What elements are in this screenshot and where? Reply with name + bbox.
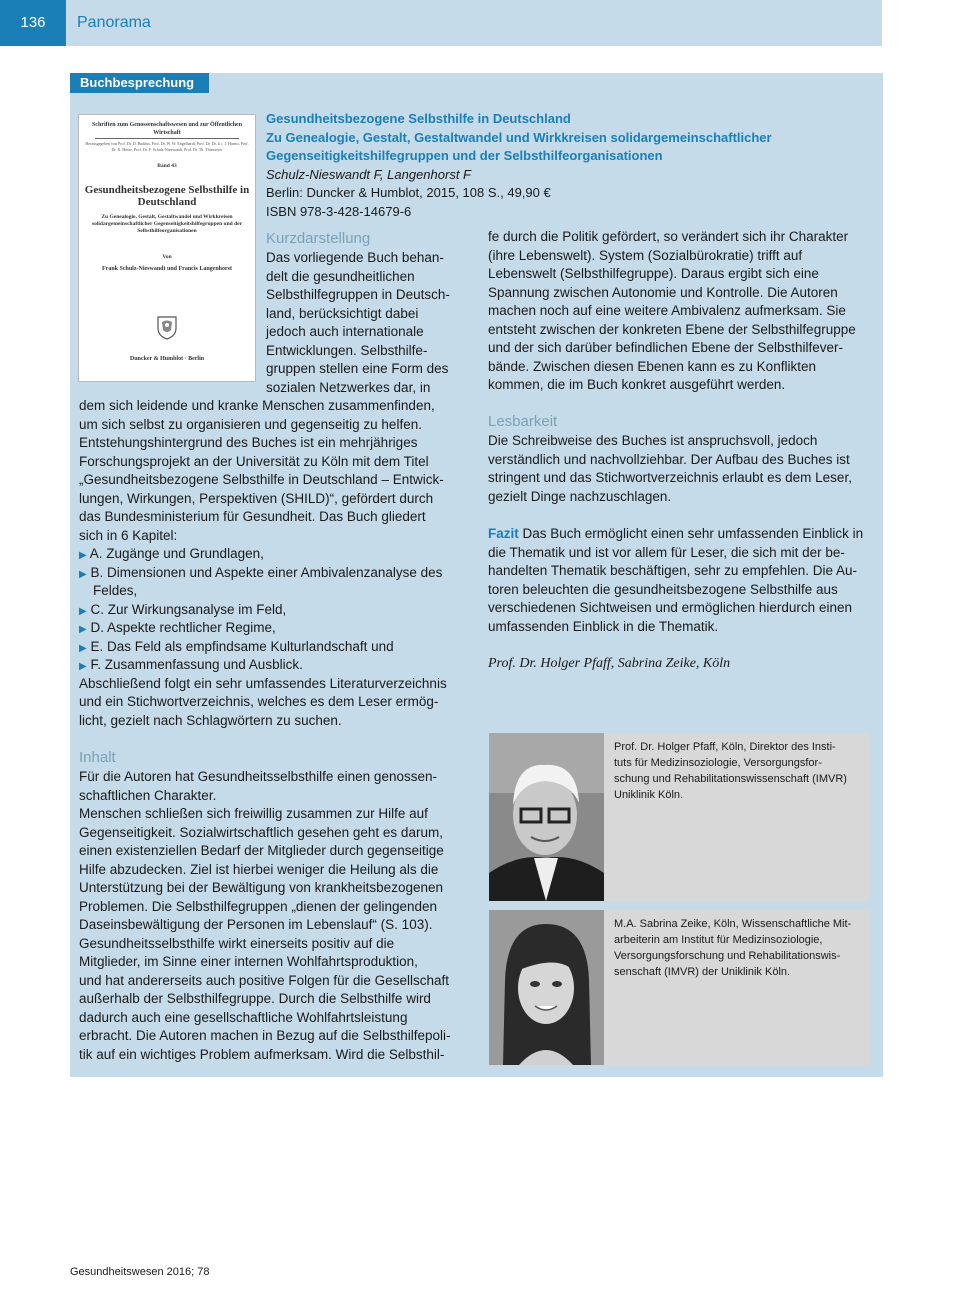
text-line: Abschließend folgt ein sehr umfassendes Literaturverzeichnis	[79, 675, 447, 691]
fazit-first-line	[488, 525, 863, 544]
page-number: 136	[0, 0, 66, 46]
text-line: erbracht. Die Autoren machen in Bezug auf die Selbsthilfepoli-	[79, 1028, 451, 1043]
bullet-triangle-icon: ▶	[79, 624, 87, 635]
chapter-label: B. Dimensionen und Aspekte einer Ambivalenzanalyse des	[90, 564, 443, 580]
text-line: dem sich leidende und kranke Menschen zusammenfinden,	[79, 398, 435, 413]
text-line: entsteht zwischen der konkreten Ebene der Selbsthilfegruppe	[488, 321, 856, 337]
text-line: Das vorliegende Buch behan-	[266, 250, 444, 265]
caption-line: Uniklinik Köln.	[614, 789, 684, 801]
caption-pfaff	[614, 739, 866, 803]
text-line: stringent und das Stichwortverzeichnis erlaubt es dem Leser,	[488, 470, 852, 485]
caption-line: arbeiterin am Institut für Medizinsoziologie,	[614, 934, 823, 946]
text-line: Gegenseitigkeit. Sozialwirtschaftlich gesehen geht es darum,	[79, 824, 443, 840]
text-line: delt die gesundheitlichen	[266, 268, 415, 284]
text-line: Menschen schließen sich freiwillig zusammen zur Hilfe auf	[79, 806, 428, 821]
book-cover	[79, 115, 255, 381]
author-photo-pfaff	[489, 733, 604, 901]
text-line: außerhalb der Selbsthilfegruppe. Durch die Selbsthilfe wird	[79, 991, 431, 1006]
chapter-continuation: Feldes,	[93, 583, 138, 598]
text-line: lungen, Wirkungen, Perspektiven (SHILD)“, gefördert durch	[79, 490, 434, 506]
text-line: um sich selbst zu organisieren und gegenseitig zu helfen.	[79, 416, 422, 432]
text-line: „Gesundheitsbezogene Selbsthilfe in Deutschland – Entwick-	[79, 472, 444, 487]
text-line: die Thematik und ist vor allem für Leser, die sich mit der be-	[488, 544, 845, 560]
bullet-triangle-icon: ▶	[79, 568, 87, 580]
portrait-zeike-image	[489, 910, 604, 1065]
cover-rule	[95, 138, 239, 139]
chapter-label: A. Zugänge und Grundlagen,	[89, 546, 264, 561]
journal-footer: Gesundheitswesen 2016; 78	[70, 1266, 210, 1278]
text-line: toren beleuchten die gesundheitsbezogene Selbsthilfe aus	[488, 581, 838, 597]
chapter-item	[79, 656, 303, 677]
text-line: Die Schreibweise des Buches ist anspruchsvoll, jedoch	[488, 433, 818, 448]
heading-lesbarkeit: Lesbarkeit	[488, 413, 558, 430]
caption-line: Versorgungsforschung und Rehabilitationswis-	[614, 950, 841, 962]
portrait-pfaff-image	[489, 733, 604, 901]
cover-band: Band 43	[157, 163, 177, 169]
bullet-triangle-icon: ▶	[79, 605, 87, 617]
text-line: das Bundesministerium für Gesundheit. Das Buch gliedert	[79, 509, 426, 524]
book-publisher: Berlin: Duncker & Humblot, 2015, 108 S., 49,90 €	[266, 185, 551, 200]
text-line: sich in 6 Kapitel:	[79, 527, 178, 543]
text-line: kommen, die im Buch konkret ausgeführt werden.	[488, 377, 786, 392]
text-line: gruppen stellen eine Form des	[266, 361, 449, 376]
text-line: sozialen Netzwerkes dar, in	[266, 379, 431, 395]
chapter-item	[79, 601, 286, 622]
heading-kurzdarstellung: Kurzdarstellung	[266, 230, 371, 247]
chapter-label: F. Zusammenfassung und Ausblick.	[90, 657, 303, 672]
chapter-item	[79, 545, 264, 566]
text-line: Unterstützung bei der Bewältigung von krankheitsbezogenen	[79, 880, 443, 895]
text-line: land, berücksichtigt dabei	[266, 305, 419, 321]
text-line: dadurch auch eine gesellschaftliche Wohlfahrtsleistung	[79, 1009, 408, 1025]
text-line: (ihre Lebenswelt). System (Sozialbürokratie) trifft auf	[488, 247, 803, 263]
fazit-text: Das Buch ermöglicht einen sehr umfassenden Einblick in	[518, 526, 864, 541]
caption-line: senschaft (IMVR) der Uniklinik Köln.	[614, 966, 791, 978]
text-line: und hat andererseits auch positive Folgen für die Gesellschaft	[79, 972, 449, 988]
review-tag: Buchbesprechung	[70, 73, 209, 93]
book-authors: Schulz-Nieswandt F, Langenhorst F	[266, 166, 471, 182]
text-line: Entstehungshintergrund des Buches ist ein mehrjähriges	[79, 435, 418, 450]
page-header	[0, 0, 882, 46]
bullet-triangle-icon: ▶	[79, 642, 87, 654]
cover-series: Schriften zum Genossenschaftswesen und zur Öffentlichen Wirtschaft	[91, 122, 243, 136]
chapter-label: C. Zur Wirkungsanalyse im Feld,	[90, 601, 287, 617]
cover-subtitle: Zu Genealogie, Gestalt, Gestaltwandel und Wirkkreisen solidargemeinschaftlicher Gegenseitigkeitshilfegruppen und der Selbsthilfeorganisationen	[91, 214, 243, 234]
text-line: schaftlichen Charakter.	[79, 787, 217, 803]
text-line: fe durch die Politik gefördert, so verändert sich ihr Charakter	[488, 229, 849, 244]
text-line: Entwicklungen. Selbsthilfe-	[266, 342, 428, 358]
bullet-triangle-icon: ▶	[79, 661, 87, 672]
cover-editors: Herausgegeben von Prof. Dr. D. Budäus, Prof. Dr. W. W. Engelhardt, Prof. Dr. Dr. h.c. J. Harms, Prof. Dr. K. Hesse, Prof. Dr. F. Schulz-Nieswandt, Prof. Dr. Th. Thiemeyer	[85, 141, 249, 152]
text-line: Spannung zwischen Autonomie und Kontrolle. Die Autoren	[488, 284, 838, 300]
chapter-item	[79, 619, 276, 640]
chapter-item	[79, 564, 442, 585]
caption-line: Prof. Dr. Holger Pfaff, Köln, Direktor des Insti-	[614, 741, 836, 753]
text-line: Mitglieder, im Sinne einer internen Wohlfahrtsproduktion,	[79, 954, 418, 969]
chapter-label: D. Aspekte rechtlicher Regime,	[90, 620, 276, 635]
text-line: verschiedenen Sichtweisen und ermöglichen hierdurch einen	[488, 600, 852, 615]
book-title-line: Zu Genealogie, Gestalt, Gestaltwandel und Wirkkreisen solidargemeinschaftlicher	[266, 129, 772, 145]
bullet-triangle-icon: ▶	[79, 550, 87, 561]
chapter-item	[79, 638, 394, 659]
text-line: einen existenziellen Bedarf der Mitglieder durch gegenseitige	[79, 843, 444, 858]
text-line: und der sich darüber befindlichen Ebene der Selbsthilfever-	[488, 340, 843, 355]
heading-inhalt: Inhalt	[79, 749, 116, 766]
caption-line: schung und Rehabilitationswissenschaft (IMVR)	[614, 773, 847, 785]
text-line: gezielt Dinge nachzuschlagen.	[488, 488, 672, 504]
publisher-seal-icon	[156, 314, 178, 340]
text-line: Gesundheitsselbsthilfe wirkt einerseits positiv auf die	[79, 935, 395, 951]
chapter-label: E. Das Feld als empfindsame Kulturlandschaft und	[90, 638, 394, 654]
text-line: machen noch auf eine weitere Ambivalenz aufmerksam. Sie	[488, 303, 846, 318]
caption-zeike	[614, 916, 866, 980]
text-line: Für die Autoren hat Gesundheitsselbsthilfe einen genossen-	[79, 769, 437, 784]
text-line: Problemen. Die Selbsthilfegruppen „dienen der gelingenden	[79, 898, 437, 914]
text-line: licht, gezielt nach Schlagwörtern zu suchen.	[79, 712, 342, 728]
text-line: handelten Thematik beschäftigen, sehr zu empfehlen. Die Au-	[488, 563, 857, 578]
caption-line: M.A. Sabrina Zeike, Köln, Wissenschaftliche Mit-	[614, 918, 852, 930]
text-line: tik auf ein wichtiges Problem aufmerksam. Wird die Selbsthil-	[79, 1046, 445, 1062]
cover-authors: Frank Schulz-Nieswandt und Francis Langenhorst	[101, 266, 233, 272]
cover-von: Von	[162, 254, 172, 260]
section-title: Panorama	[77, 14, 151, 31]
text-line: Lebenswelt (Selbsthilfegruppe). Daraus ergibt sich eine	[488, 266, 819, 281]
text-line: Hilfe abzudecken. Ziel ist hierbei weniger die Heilung als die	[79, 861, 439, 877]
text-line: Forschungsprojekt an der Universität zu Köln mit dem Titel	[79, 453, 429, 469]
book-isbn: ISBN 978-3-428-14679-6	[266, 203, 412, 219]
text-line: verständlich und nachvollziehbar. Der Aufbau des Buches ist	[488, 451, 850, 467]
book-title-line: Gesundheitsbezogene Selbsthilfe in Deutschland	[266, 111, 571, 126]
cover-publisher: Duncker & Humblot · Berlin	[129, 356, 205, 362]
text-line: Daseinsbewältigung der Personen im Lebenslauf“ (S. 103).	[79, 917, 433, 932]
cover-title: Gesundheitsbezogene Selbsthilfe in Deutschland	[84, 184, 250, 208]
text-line: und ein Stichwortverzeichnis, welches es dem Leser ermög-	[79, 694, 439, 709]
text-line: bände. Zwischen diesen Ebenen kann es zu Konflikten	[488, 358, 816, 374]
caption-line: tuts für Medizinsoziologie, Versorgungsfor-	[614, 757, 822, 769]
book-title-line: Gegenseitigkeitshilfegruppen und der Selbsthilfeorganisationen	[266, 148, 663, 163]
text-line: umfassenden Einblick in die Thematik.	[488, 618, 719, 634]
fazit-label: Fazit	[488, 526, 519, 541]
author-photo-zeike	[489, 910, 604, 1065]
text-line: jedoch auch internationale	[266, 324, 424, 339]
review-signature: Prof. Dr. Holger Pfaff, Sabrina Zeike, Köln	[488, 656, 731, 671]
text-line: Selbsthilfegruppen in Deutsch-	[266, 287, 450, 302]
